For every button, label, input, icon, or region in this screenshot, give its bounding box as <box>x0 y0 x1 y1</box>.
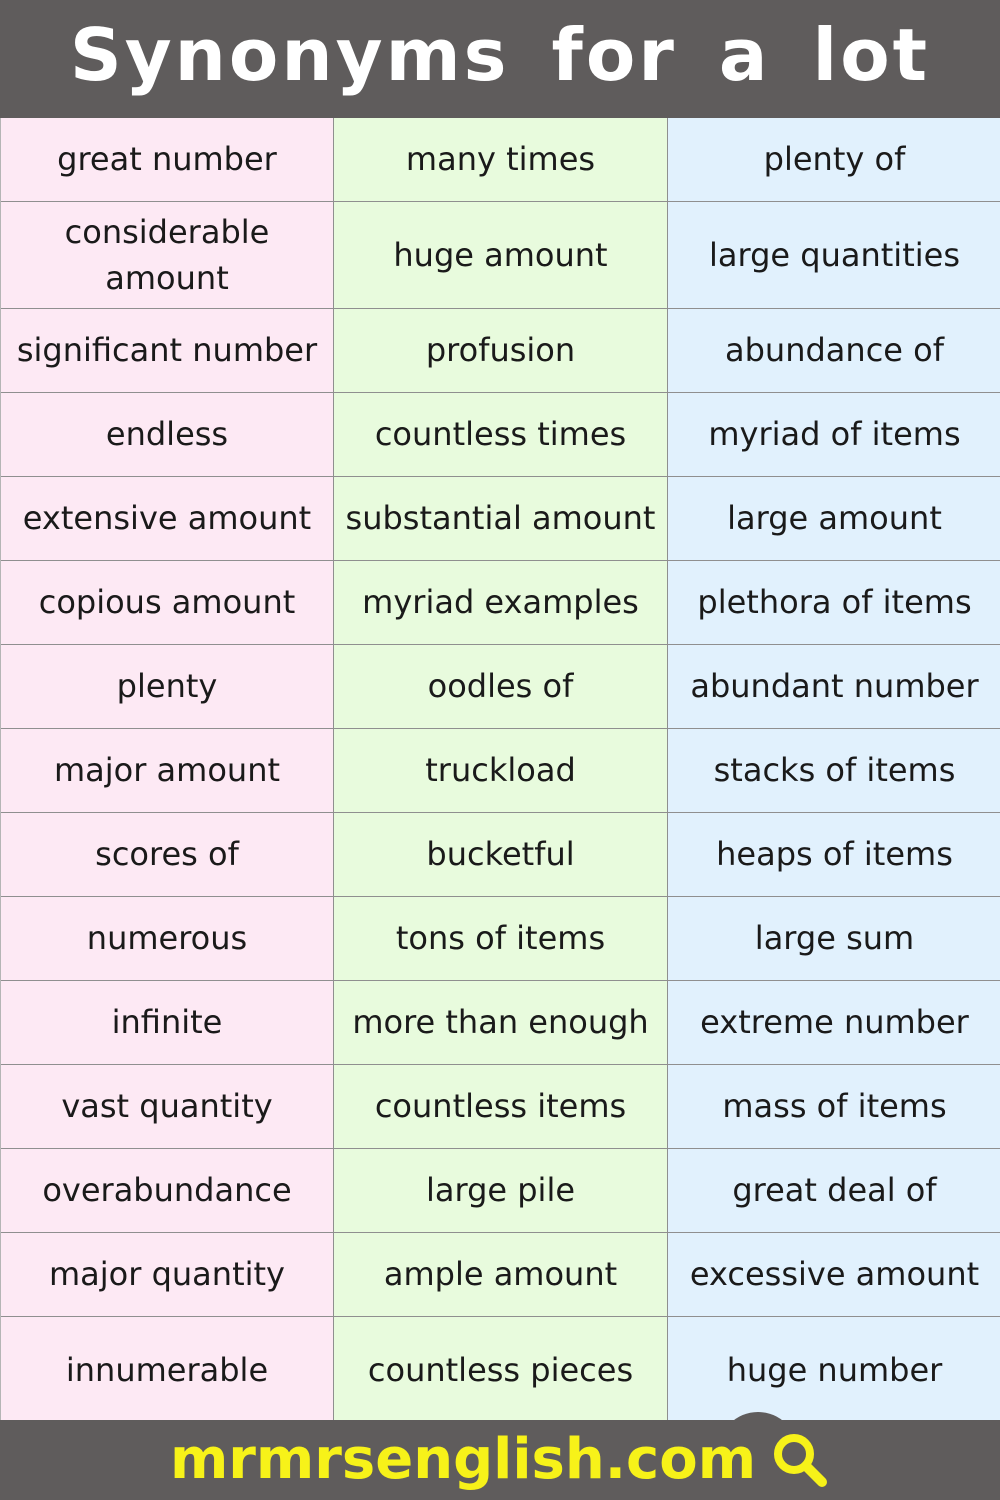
table-cell <box>334 202 668 309</box>
synonym-text: ample amount <box>383 1255 618 1294</box>
table-cell <box>668 1233 1000 1317</box>
table-cell <box>1 1233 334 1317</box>
synonym-text: more than enough <box>352 1003 649 1042</box>
table-cell <box>334 309 668 393</box>
table-cell <box>1 1065 334 1149</box>
synonym-text: excessive amount <box>689 1255 980 1294</box>
synonym-text: myriad of items <box>708 415 961 454</box>
table-cell <box>334 813 668 897</box>
table-cell <box>334 1233 668 1317</box>
table-cell <box>1 981 334 1065</box>
table-cell <box>668 981 1000 1065</box>
synonym-text: overabundance <box>42 1171 292 1210</box>
synonym-text: huge number <box>726 1351 943 1390</box>
table-cell <box>1 118 334 202</box>
synonym-text: large pile <box>425 1171 576 1210</box>
synonym-text: scores of <box>95 835 239 874</box>
table-cell <box>1 645 334 729</box>
synonym-text: heaps of items <box>716 835 953 874</box>
synonym-text: endless <box>105 415 229 454</box>
synonym-text: huge amount <box>393 235 608 274</box>
table-cell <box>668 393 1000 477</box>
table-cell <box>334 393 668 477</box>
table-cell <box>1 1149 334 1233</box>
search-icon[interactable] <box>770 1430 830 1490</box>
table-cell <box>334 1065 668 1149</box>
synonym-text: profusion <box>425 331 576 370</box>
table-cell <box>668 645 1000 729</box>
synonym-text: bucketful <box>426 835 575 874</box>
synonym-text: mass of items <box>722 1087 947 1126</box>
synonym-text: tons of items <box>395 919 606 958</box>
table-cell <box>1 561 334 645</box>
table-cell <box>334 897 668 981</box>
table-cell <box>1 813 334 897</box>
synonym-text: plenty of <box>763 140 906 179</box>
table-cell <box>1 309 334 393</box>
table-cell <box>334 477 668 561</box>
table-cell <box>1 202 334 309</box>
table-cell <box>334 981 668 1065</box>
synonym-text: substantial amount <box>345 499 656 538</box>
synonym-text: vast quantity <box>61 1087 273 1126</box>
table-cell <box>1 897 334 981</box>
table-cell <box>334 645 668 729</box>
synonym-text: major quantity <box>49 1255 285 1294</box>
synonym-text: great deal of <box>732 1171 937 1210</box>
synonym-text: countless pieces <box>367 1351 634 1390</box>
table-cell <box>668 897 1000 981</box>
synonym-text: large sum <box>754 919 915 958</box>
synonym-text: myriad examples <box>362 583 639 622</box>
synonym-text: abundant number <box>690 667 979 706</box>
synonym-text: truckload <box>425 751 576 790</box>
table-cell <box>668 309 1000 393</box>
synonym-text: extensive amount <box>22 499 312 538</box>
table-cell <box>1 1317 334 1424</box>
synonyms-table <box>0 118 1000 1420</box>
synonym-text: numerous <box>86 919 248 958</box>
table-cell <box>668 729 1000 813</box>
synonym-text: stacks of items <box>713 751 956 790</box>
synonym-text: copious amount <box>38 583 296 622</box>
header-bar <box>0 0 1000 118</box>
synonym-text: extreme number <box>700 1003 969 1042</box>
table-cell <box>1 729 334 813</box>
table-cell <box>668 1065 1000 1149</box>
synonym-text: innumerable <box>65 1351 269 1390</box>
synonym-text: many times <box>405 140 596 179</box>
site-url[interactable]: mrmrsenglish.com <box>169 1427 757 1492</box>
synonym-text: abundance of <box>725 331 944 370</box>
synonym-text: oodles of <box>427 667 574 706</box>
table-cell <box>1 477 334 561</box>
table-cell <box>668 1317 1000 1424</box>
table-cell <box>668 813 1000 897</box>
synonym-text: plenty <box>116 667 218 706</box>
table-cell <box>668 1149 1000 1233</box>
footer-bar <box>0 1420 1000 1500</box>
table-cell <box>334 561 668 645</box>
synonym-text: countless times <box>374 415 627 454</box>
table-cell <box>668 561 1000 645</box>
synonym-text: large amount <box>727 499 942 538</box>
table-cell <box>334 729 668 813</box>
synonym-text: considerable amount <box>64 212 270 297</box>
table-cell <box>334 118 668 202</box>
table-cell <box>334 1149 668 1233</box>
table-cell <box>334 1317 668 1424</box>
page-title: Synonyms for a lot <box>69 13 931 97</box>
table-cell <box>1 393 334 477</box>
table-cell <box>668 202 1000 309</box>
synonym-text: plethora of items <box>697 583 972 622</box>
synonym-text: large quantities <box>709 235 960 274</box>
synonym-text: great number <box>57 140 277 179</box>
table-cell <box>668 477 1000 561</box>
synonym-text: infinite <box>111 1003 223 1042</box>
synonym-text: significant number <box>16 331 318 370</box>
synonym-text: major amount <box>53 751 281 790</box>
synonym-text: countless items <box>374 1087 627 1126</box>
table-cell <box>668 118 1000 202</box>
